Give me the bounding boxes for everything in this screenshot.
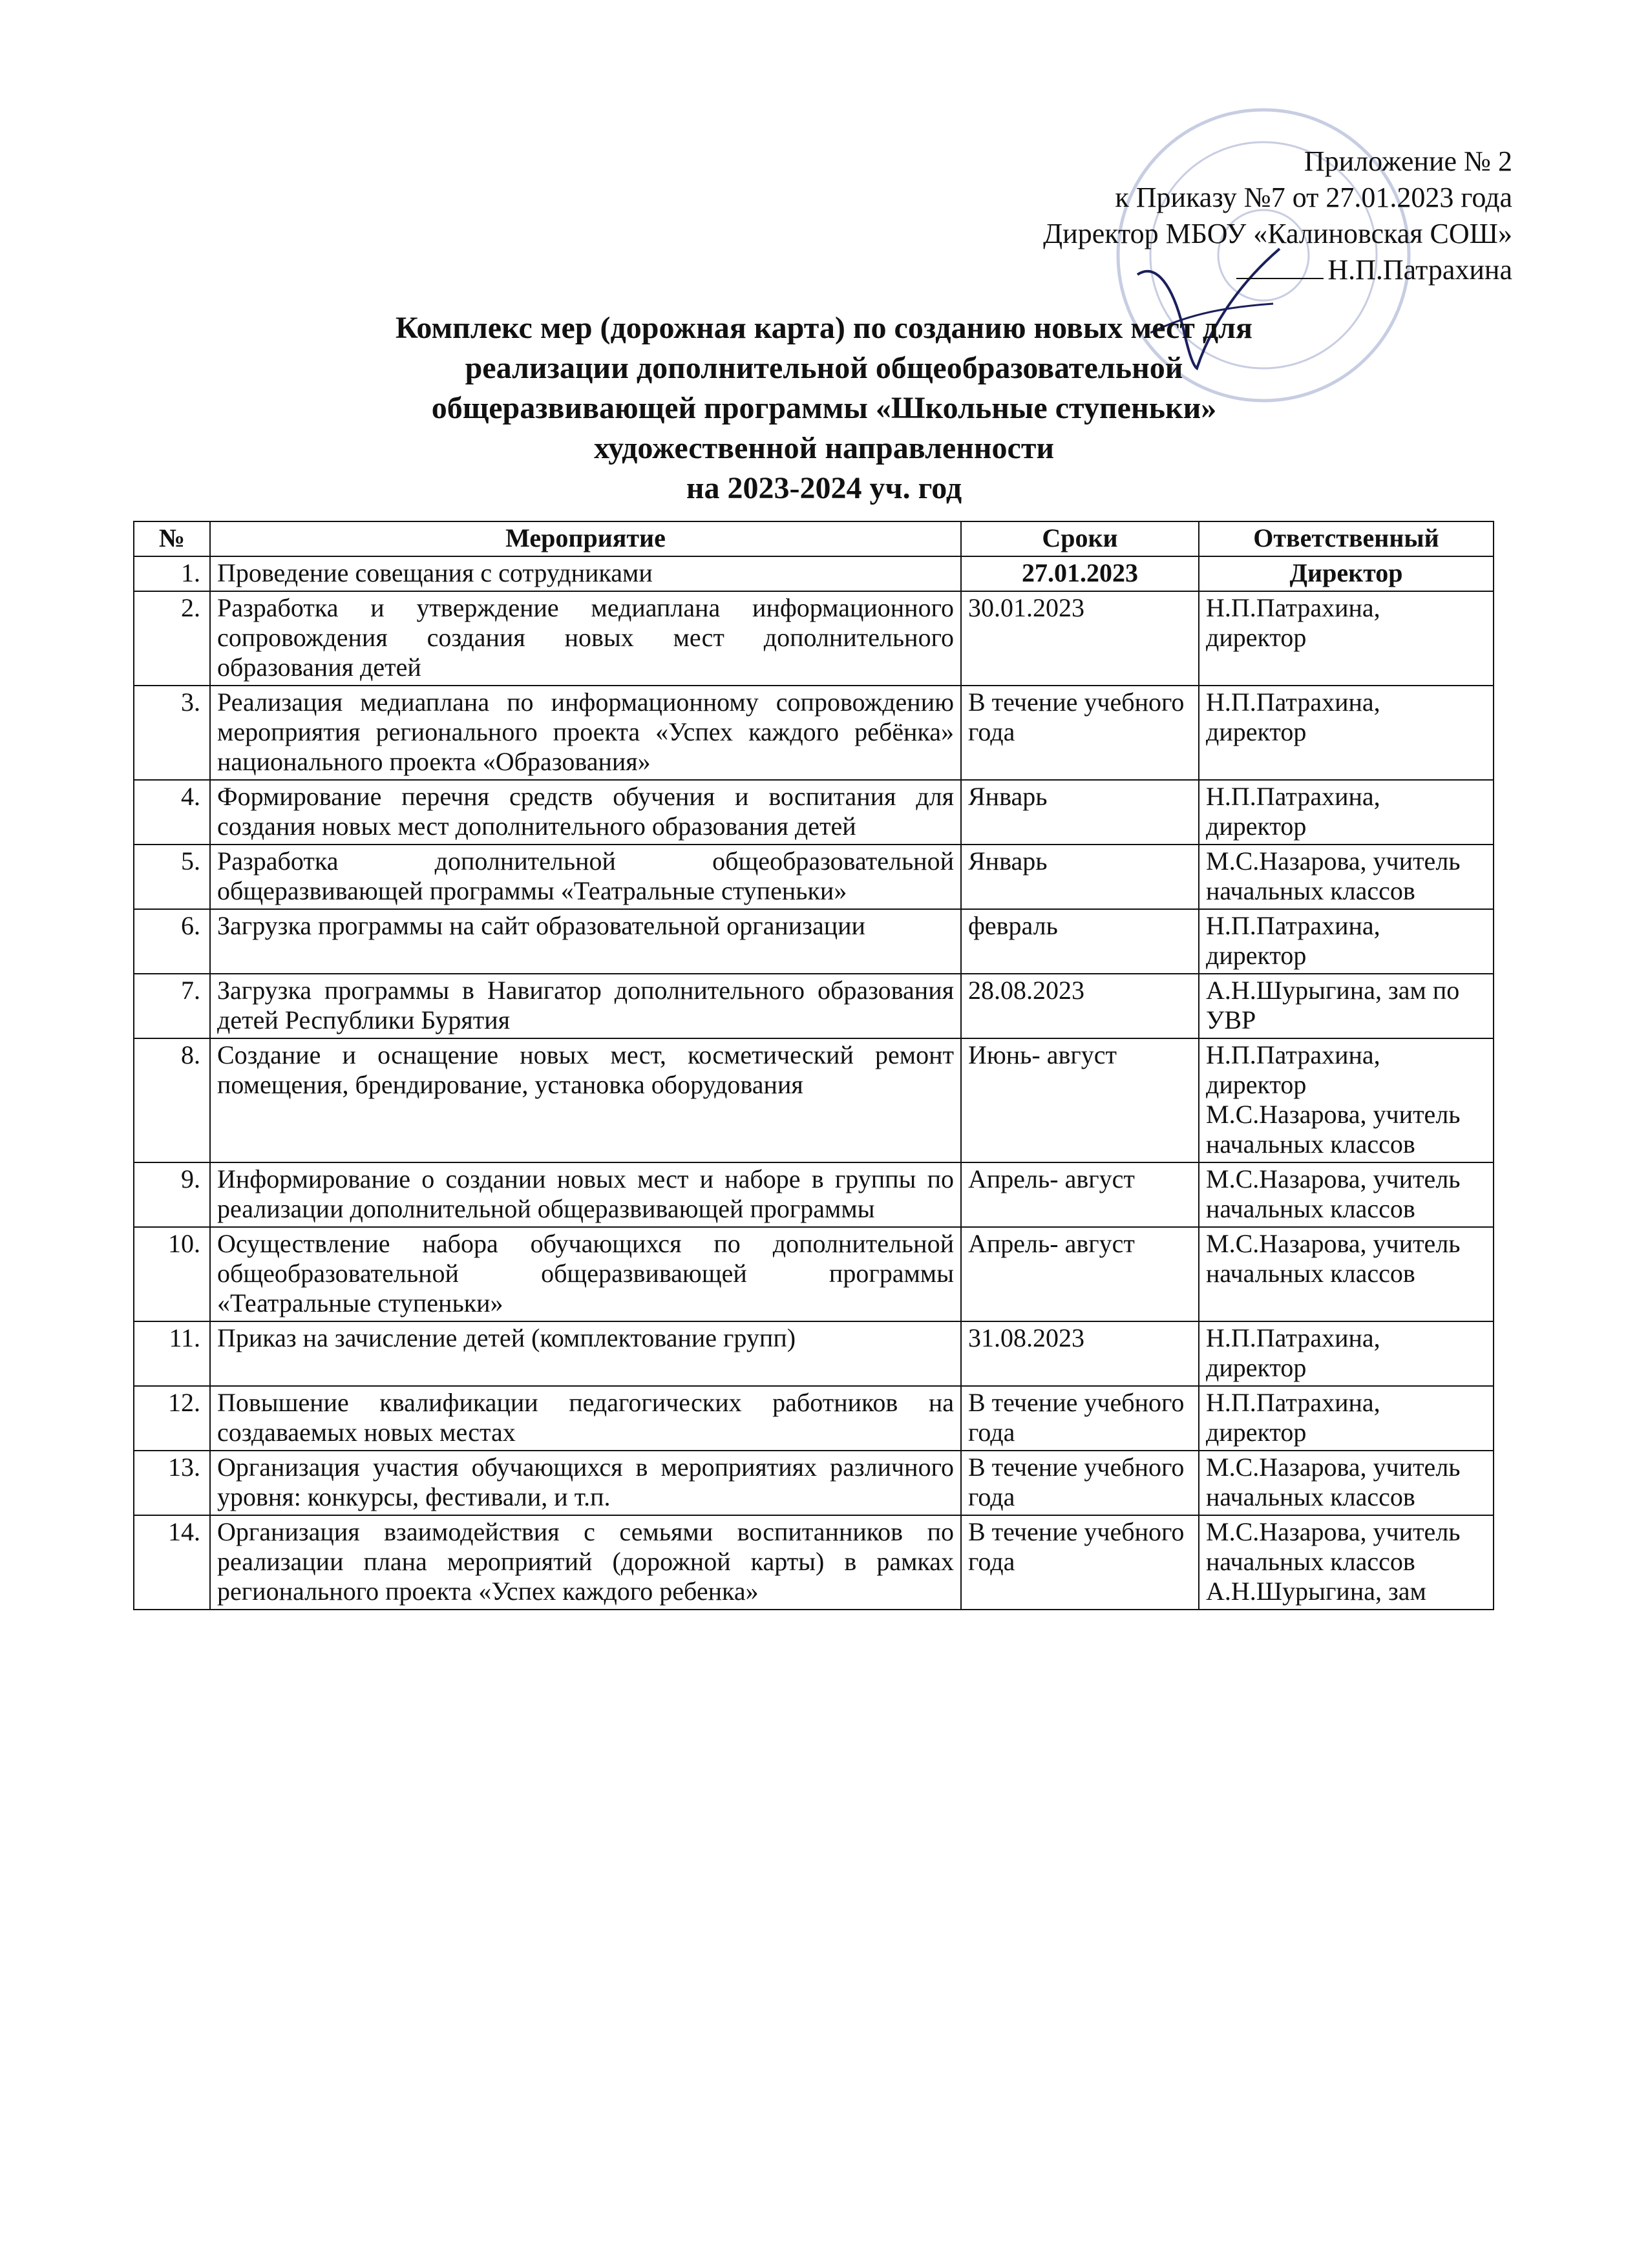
- responsible-person: М.С.Назарова, учитель начальных классов: [1206, 1229, 1461, 1288]
- header-event: Мероприятие: [210, 521, 961, 556]
- row-deadline: 31.08.2023: [961, 1321, 1199, 1386]
- title-line-1: Комплекс мер (дорожная карта) по созданию новых мест для: [395, 311, 1253, 345]
- row-deadline: В течение учебного года: [961, 1451, 1199, 1515]
- row-number: 14.: [134, 1515, 210, 1610]
- table-row: [134, 1227, 1494, 1321]
- row-number: 10.: [134, 1227, 210, 1321]
- row-event: Разработка дополнительной общеобразовательной общеразвивающей программы «Театральные ступеньки»: [210, 845, 961, 909]
- row-event: Реализация медиаплана по информационному сопровождению мероприятия регионального проекта «Успех каждого ребёнка» национального проекта «Образования»: [210, 686, 961, 780]
- row-number: 4.: [134, 780, 210, 845]
- row-responsible: [1199, 1162, 1494, 1227]
- document-title: [149, 308, 1499, 509]
- row-event: Создание и оснащение новых мест, косметический ремонт помещения, брендирование, установка оборудования: [210, 1038, 961, 1162]
- row-responsible: [1199, 909, 1494, 974]
- header-number: №: [134, 521, 210, 556]
- table-row: [134, 556, 1494, 591]
- table-row: [134, 780, 1494, 845]
- roadmap-table: [133, 521, 1494, 1610]
- header-responsible: Ответственный: [1199, 521, 1494, 556]
- table-row: [134, 686, 1494, 780]
- table-row: [134, 1515, 1494, 1610]
- row-deadline: Апрель- август: [961, 1162, 1199, 1227]
- responsible-person: М.С.Назарова, учитель начальных классов: [1206, 1100, 1461, 1159]
- row-number: 11.: [134, 1321, 210, 1386]
- order-reference: к Приказу №7 от 27.01.2023 года: [1115, 182, 1512, 213]
- appendix-number: Приложение № 2: [1304, 145, 1512, 177]
- row-number: 13.: [134, 1451, 210, 1515]
- table-row: [134, 845, 1494, 909]
- row-deadline: 27.01.2023: [961, 556, 1199, 591]
- row-deadline: 30.01.2023: [961, 591, 1199, 686]
- row-responsible: [1199, 1227, 1494, 1321]
- row-responsible: [1199, 1451, 1494, 1515]
- row-number: 1.: [134, 556, 210, 591]
- table-row: [134, 1451, 1494, 1515]
- title-line-2: реализации дополнительной общеобразовательной: [465, 351, 1183, 385]
- responsible-person: Н.П.Патрахина, директор: [1206, 782, 1380, 841]
- row-responsible: [1199, 845, 1494, 909]
- table-row: [134, 1321, 1494, 1386]
- row-event: Проведение совещания с сотрудниками: [210, 556, 961, 591]
- row-number: 6.: [134, 909, 210, 974]
- row-number: 2.: [134, 591, 210, 686]
- table-row: [134, 1162, 1494, 1227]
- responsible-person: Н.П.Патрахина, директор: [1206, 1040, 1380, 1099]
- row-responsible: [1199, 556, 1494, 591]
- responsible-person: Н.П.Патрахина, директор: [1206, 593, 1380, 652]
- row-responsible: [1199, 1321, 1494, 1386]
- row-number: 8.: [134, 1038, 210, 1162]
- row-event: Организация взаимодействия с семьями воспитанников по реализации плана мероприятий (дорожной карты) в рамках регионального проекта «Успех каждого ребенка»: [210, 1515, 961, 1610]
- responsible-person: Директор: [1289, 558, 1403, 587]
- row-deadline: Январь: [961, 845, 1199, 909]
- row-event: Повышение квалификации педагогических работников на создаваемых новых местах: [210, 1386, 961, 1451]
- row-deadline: В течение учебного года: [961, 1515, 1199, 1610]
- responsible-person: М.С.Назарова, учитель начальных классов: [1206, 1517, 1461, 1576]
- row-event: Осуществление набора обучающихся по дополнительной общеобразовательной общеразвивающей программы «Театральные ступеньки»: [210, 1227, 961, 1321]
- table-row: [134, 591, 1494, 686]
- responsible-person: Н.П.Патрахина, директор: [1206, 1388, 1380, 1447]
- responsible-person: М.С.Назарова, учитель начальных классов: [1206, 846, 1461, 905]
- header-deadline: Сроки: [961, 521, 1199, 556]
- row-responsible: [1199, 1038, 1494, 1162]
- table-row: [134, 909, 1494, 974]
- row-responsible: [1199, 1515, 1494, 1610]
- responsible-person: М.С.Назарова, учитель начальных классов: [1206, 1164, 1461, 1223]
- row-deadline: В течение учебного года: [961, 1386, 1199, 1451]
- director-position: Директор МБОУ «Калиновская СОШ»: [1043, 218, 1512, 249]
- row-number: 7.: [134, 974, 210, 1038]
- row-deadline: В течение учебного года: [961, 686, 1199, 780]
- row-responsible: [1199, 686, 1494, 780]
- responsible-person: Н.П.Патрахина, директор: [1206, 688, 1380, 746]
- responsible-person: А.Н.Шурыгина, зам: [1206, 1577, 1426, 1606]
- table-row: [134, 974, 1494, 1038]
- responsible-person: Н.П.Патрахина, директор: [1206, 1323, 1380, 1382]
- director-name-line: [1043, 252, 1512, 288]
- row-event: Организация участия обучающихся в мероприятиях различного уровня: конкурсы, фестивали, и т.п.: [210, 1451, 961, 1515]
- row-event: Загрузка программы в Навигатор дополнительного образования детей Республики Бурятия: [210, 974, 961, 1038]
- director-name: Н.П.Патрахина: [1327, 254, 1512, 286]
- row-number: 3.: [134, 686, 210, 780]
- row-responsible: [1199, 591, 1494, 686]
- title-line-5: на 2023-2024 уч. год: [686, 471, 962, 505]
- table-header-row: [134, 521, 1494, 556]
- responsible-person: Н.П.Патрахина, директор: [1206, 911, 1380, 970]
- row-event: Разработка и утверждение медиаплана информационного сопровождения создания новых мест дополнительного образования детей: [210, 591, 961, 686]
- row-deadline: Июнь- август: [961, 1038, 1199, 1162]
- row-responsible: [1199, 1386, 1494, 1451]
- table-row: [134, 1386, 1494, 1451]
- table-row: [134, 1038, 1494, 1162]
- signature-line: [1236, 278, 1324, 279]
- responsible-person: А.Н.Шурыгина, зам по УВР: [1206, 976, 1460, 1034]
- row-event: Приказ на зачисление детей (комплектование групп): [210, 1321, 961, 1386]
- row-deadline: 28.08.2023: [961, 974, 1199, 1038]
- approval-block: [1043, 143, 1512, 288]
- title-line-4: художественной направленности: [593, 431, 1055, 465]
- row-responsible: [1199, 780, 1494, 845]
- responsible-person: М.С.Назарова, учитель начальных классов: [1206, 1453, 1461, 1511]
- row-number: 9.: [134, 1162, 210, 1227]
- row-event: Формирование перечня средств обучения и воспитания для создания новых мест дополнительного образования детей: [210, 780, 961, 845]
- row-event: Загрузка программы на сайт образовательной организации: [210, 909, 961, 974]
- row-number: 5.: [134, 845, 210, 909]
- row-deadline: Январь: [961, 780, 1199, 845]
- row-number: 12.: [134, 1386, 210, 1451]
- row-deadline: Апрель- август: [961, 1227, 1199, 1321]
- row-event: Информирование о создании новых мест и наборе в группы по реализации дополнительной общеразвивающей программы: [210, 1162, 961, 1227]
- row-deadline: февраль: [961, 909, 1199, 974]
- title-line-3: общеразвивающей программы «Школьные ступеньки»: [431, 391, 1217, 425]
- row-responsible: [1199, 974, 1494, 1038]
